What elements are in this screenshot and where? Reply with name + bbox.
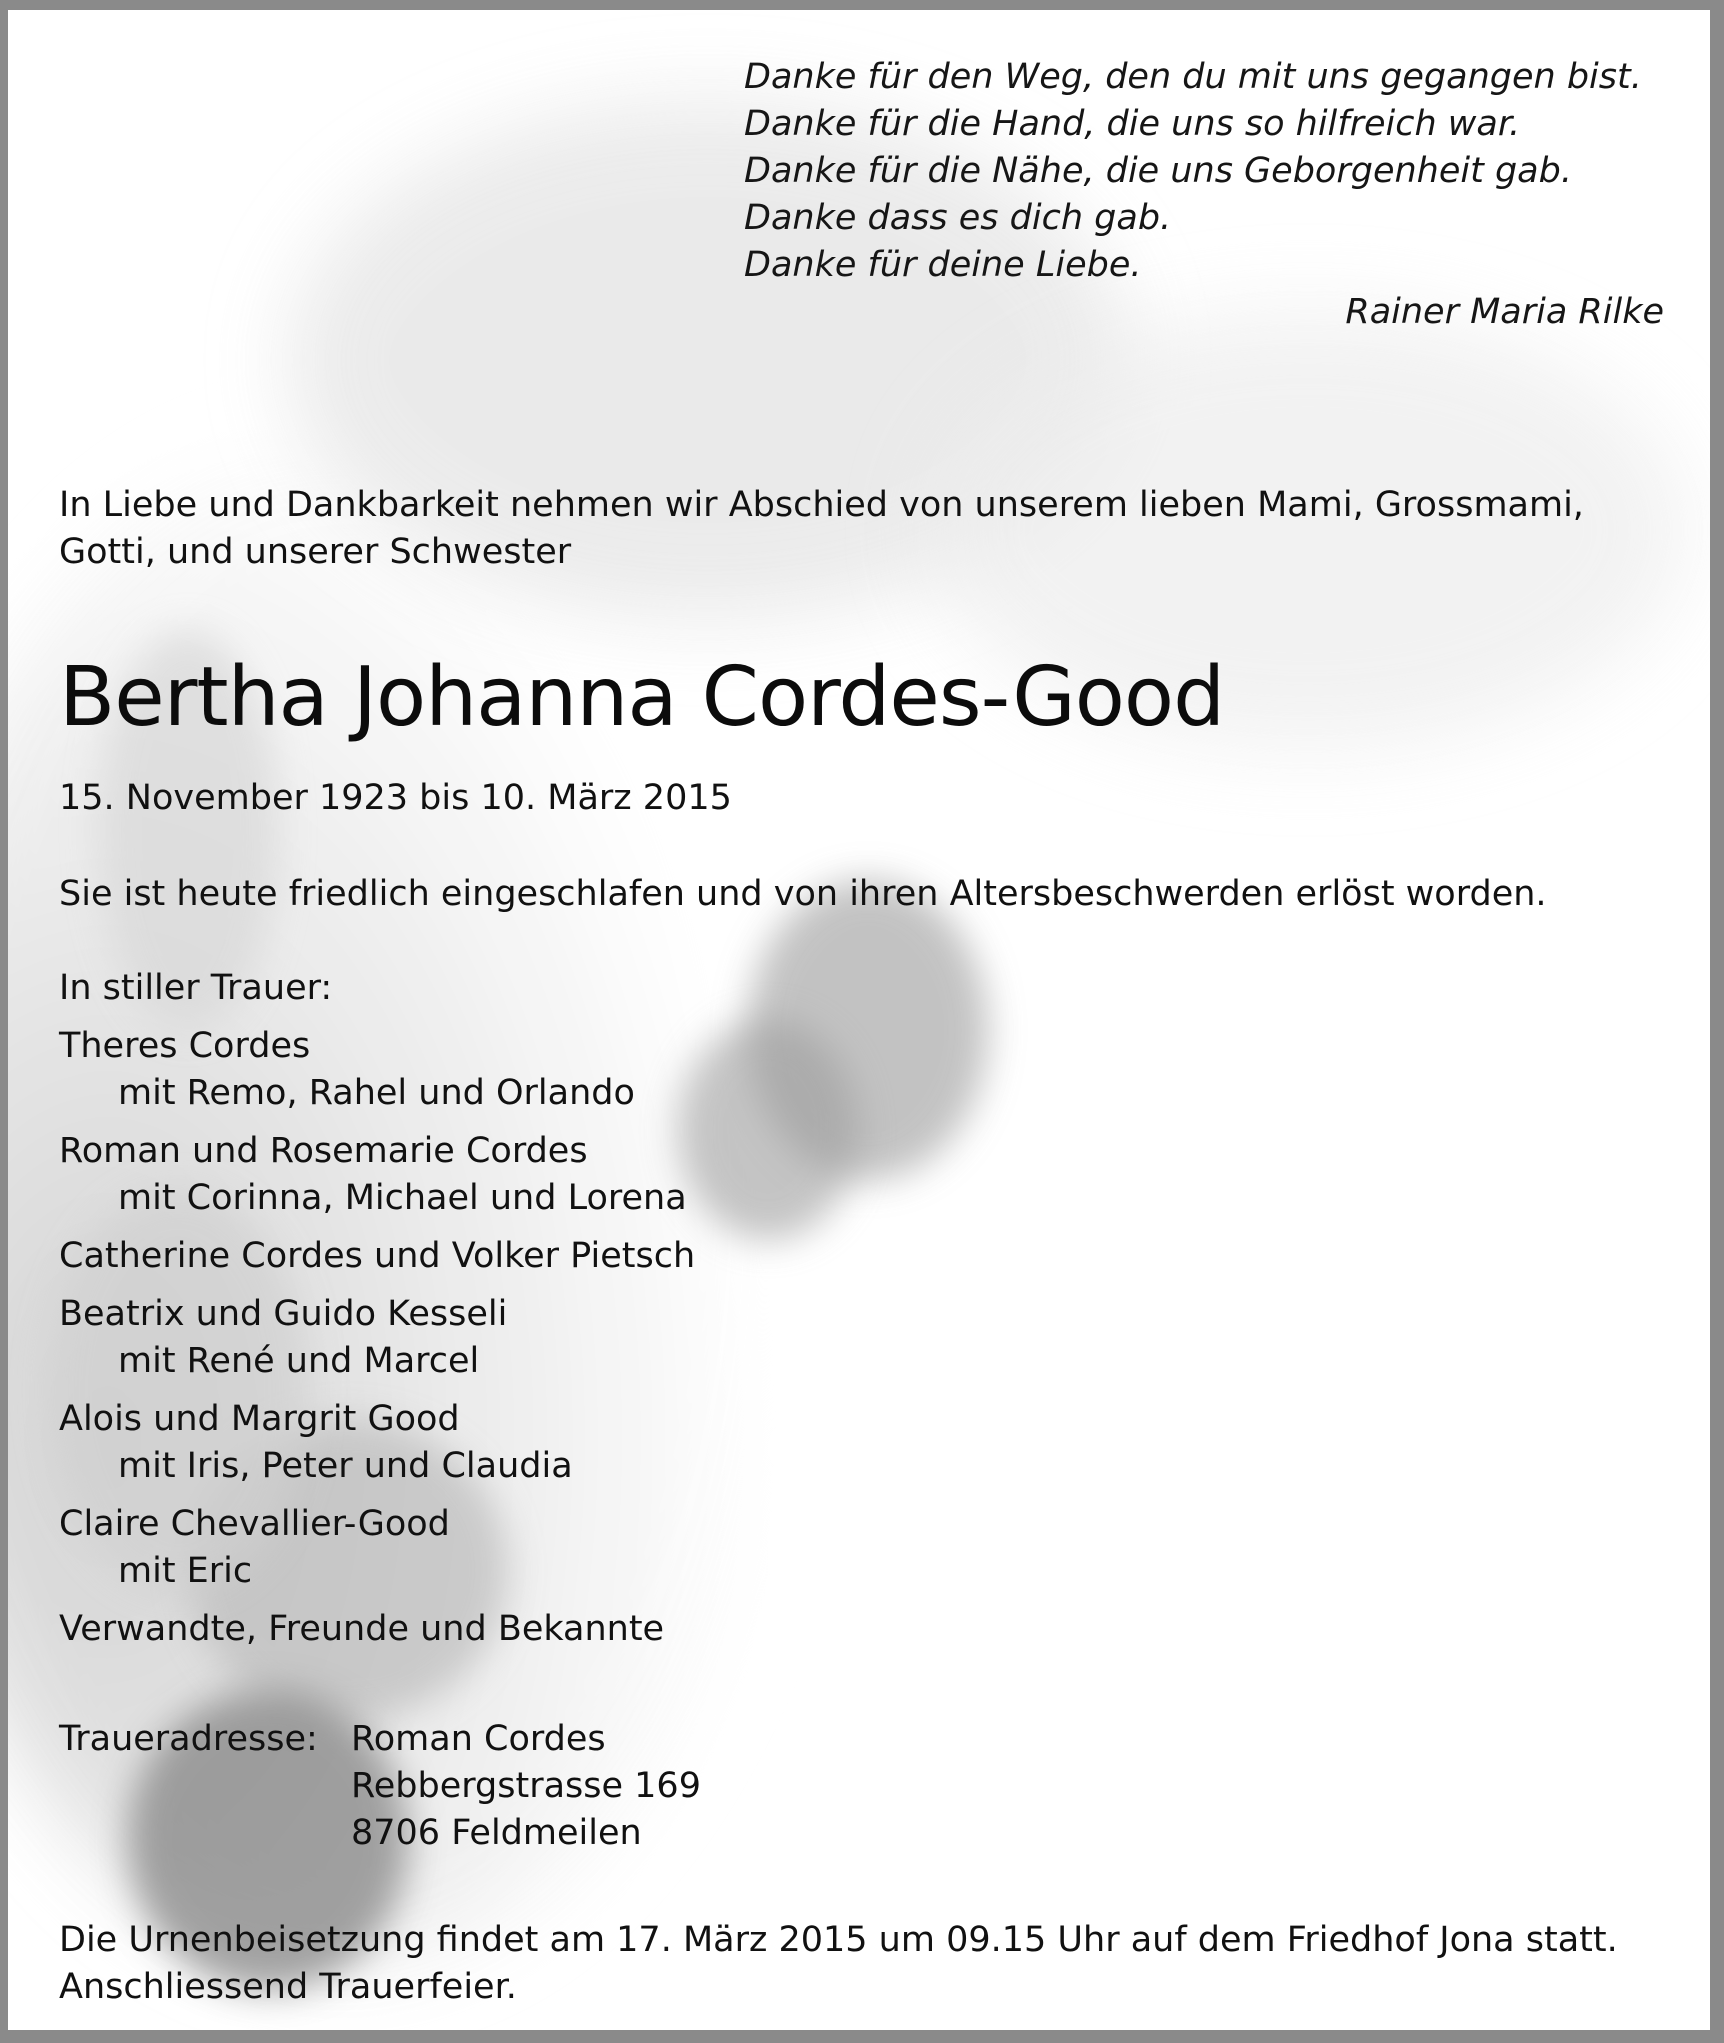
mourner-group — [59, 1501, 695, 1595]
mourner-group — [59, 1233, 695, 1280]
mourners-list — [59, 965, 695, 1664]
passing-statement: Sie ist heute friedlich eingeschlafen und von ihren Altersbeschwerden erlöst worden. — [59, 874, 1547, 914]
burial-line: Die Urnenbeisetzung findet am 17. März 2015 um 09.15 Uhr auf dem Friedhof Jona statt. — [59, 1920, 1618, 1960]
poem-line: Danke für den Weg, den du mit uns gegangen bist. — [744, 57, 1642, 97]
address-street: Rebbergstrasse 169 — [351, 1766, 701, 1806]
intro-line: In Liebe und Dankbarkeit nehmen wir Abschied von unserem lieben Mami, Grossmami, — [59, 485, 1584, 525]
poem-line: Danke dass es dich gab. — [744, 198, 1172, 238]
mourner-group — [59, 1128, 695, 1222]
intro-line: Gotti, und unserer Schwester — [59, 532, 572, 572]
deceased-name: Bertha Johanna Cordes-Good — [59, 650, 1225, 745]
burial-notice — [59, 1917, 1618, 2011]
mourner-name: Claire Chevallier-Good — [59, 1504, 450, 1544]
mourner-children: mit Iris, Peter und Claudia — [118, 1446, 573, 1486]
mourner-children: mit Corinna, Michael und Lorena — [118, 1178, 687, 1218]
mourner-group — [59, 1291, 695, 1385]
poem-author: Rainer Maria Rilke — [1345, 292, 1664, 332]
mourner-name: Beatrix und Guido Kesseli — [59, 1294, 508, 1334]
intro-text — [59, 482, 1649, 576]
mourner-name: Verwandte, Freunde und Bekannte — [59, 1609, 665, 1649]
mourner-group — [59, 1606, 695, 1653]
mourner-name: Alois und Margrit Good — [59, 1399, 460, 1439]
mourner-name: Theres Cordes — [59, 1026, 311, 1066]
poem-line: Danke für die Nähe, die uns Geborgenheit gab. — [744, 151, 1572, 191]
burial-line: Anschliessend Trauerfeier. — [59, 1967, 517, 2007]
mourner-name: Roman und Rosemarie Cordes — [59, 1131, 588, 1171]
address-city: 8706 Feldmeilen — [351, 1813, 642, 1853]
mourner-name: Catherine Cordes und Volker Pietsch — [59, 1236, 696, 1276]
mourners-heading: In stiller Trauer: — [59, 968, 333, 1008]
poem-line: Danke für deine Liebe. — [744, 245, 1142, 285]
obituary-content — [8, 10, 1710, 2030]
mourner-children: mit Remo, Rahel und Orlando — [118, 1073, 635, 1113]
mourner-group — [59, 1023, 695, 1117]
mourner-children: mit René und Marcel — [118, 1341, 480, 1381]
address-label: Traueradresse: — [59, 1719, 318, 1759]
life-dates: 15. November 1923 bis 10. März 2015 — [59, 778, 732, 818]
obituary-page — [8, 10, 1710, 2030]
poem-line: Danke für die Hand, die uns so hilfreich war. — [744, 104, 1521, 144]
mourner-group — [59, 1396, 695, 1490]
mourner-children: mit Eric — [118, 1551, 253, 1591]
address-name: Roman Cordes — [351, 1719, 606, 1759]
rilke-poem — [744, 54, 1664, 336]
address-lines — [351, 1716, 701, 1857]
